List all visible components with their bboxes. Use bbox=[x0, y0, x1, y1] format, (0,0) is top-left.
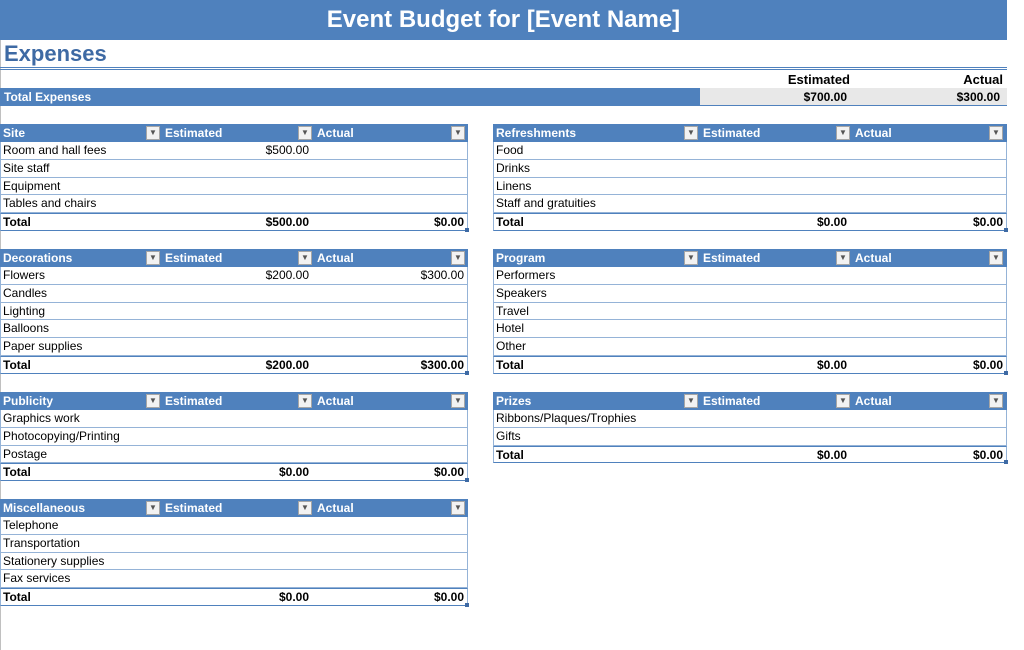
total-expenses-estimated[interactable]: $700.00 bbox=[803, 90, 847, 104]
total-label[interactable]: Total bbox=[3, 465, 31, 480]
table-row bbox=[0, 517, 468, 535]
prizes-header bbox=[493, 392, 1007, 410]
dropdown-arrow-icon[interactable]: ▼ bbox=[989, 394, 1003, 408]
dropdown-arrow-icon[interactable]: ▼ bbox=[451, 251, 465, 265]
decorations-table bbox=[0, 249, 468, 374]
total-actual[interactable]: $0.00 bbox=[433, 465, 464, 480]
refreshments-actual-header[interactable]: Actual bbox=[855, 126, 892, 140]
table-row bbox=[493, 178, 1007, 196]
prizes-estimated-header[interactable]: Estimated bbox=[703, 394, 761, 408]
dropdown-arrow-icon[interactable]: ▼ bbox=[836, 251, 850, 265]
dropdown-arrow-icon[interactable]: ▼ bbox=[836, 126, 850, 140]
total-expenses-actual[interactable]: $300.00 bbox=[956, 90, 1000, 104]
row-label[interactable]: Speakers bbox=[496, 285, 547, 300]
miscellaneous-total-row bbox=[0, 588, 468, 606]
table-row bbox=[0, 338, 468, 356]
table-row bbox=[493, 285, 1007, 303]
miscellaneous-estimated-header[interactable]: Estimated bbox=[165, 501, 223, 515]
prizes-name-header[interactable]: Prizes bbox=[496, 394, 532, 408]
table-row bbox=[493, 428, 1007, 446]
row-estimated[interactable]: $200.00 bbox=[265, 268, 309, 282]
heading-rule-top bbox=[0, 67, 1007, 68]
dropdown-arrow-icon[interactable]: ▼ bbox=[836, 394, 850, 408]
table-row bbox=[0, 267, 468, 285]
row-label[interactable]: Room and hall fees bbox=[3, 143, 107, 157]
total-estimated[interactable]: $0.00 bbox=[816, 447, 847, 462]
decorations-estimated-header[interactable]: Estimated bbox=[165, 251, 223, 265]
row-label[interactable]: Balloons bbox=[3, 321, 50, 336]
row-label[interactable]: Hotel bbox=[496, 321, 525, 336]
heading-rule-bottom bbox=[0, 69, 1007, 70]
refreshments-estimated-header[interactable]: Estimated bbox=[703, 126, 761, 140]
dropdown-arrow-icon[interactable]: ▼ bbox=[684, 126, 698, 140]
dropdown-arrow-icon[interactable]: ▼ bbox=[451, 394, 465, 408]
table-row bbox=[493, 410, 1007, 428]
row-label[interactable]: Drinks bbox=[496, 160, 531, 175]
row-label[interactable]: Travel bbox=[496, 303, 529, 318]
table-row bbox=[493, 267, 1007, 285]
row-label[interactable]: Stationery supplies bbox=[3, 553, 105, 568]
total-actual[interactable]: $0.00 bbox=[972, 357, 1003, 372]
table-row bbox=[0, 553, 468, 571]
total-label[interactable]: Total bbox=[3, 215, 31, 230]
table-row bbox=[493, 303, 1007, 321]
row-label[interactable]: Postage bbox=[3, 446, 48, 461]
row-label[interactable]: Telephone bbox=[3, 518, 59, 532]
table-resize-handle[interactable] bbox=[465, 228, 469, 232]
dropdown-arrow-icon[interactable]: ▼ bbox=[146, 126, 160, 140]
table-row bbox=[0, 410, 468, 428]
row-label[interactable]: Ribbons/Plaques/Trophies bbox=[496, 411, 637, 425]
total-estimated[interactable]: $500.00 bbox=[265, 215, 309, 230]
dropdown-arrow-icon[interactable]: ▼ bbox=[451, 126, 465, 140]
table-row bbox=[493, 160, 1007, 178]
refreshments-table bbox=[493, 124, 1007, 231]
dropdown-arrow-icon[interactable]: ▼ bbox=[146, 501, 160, 515]
refreshments-total-row bbox=[493, 213, 1007, 231]
page-title[interactable]: Event Budget for [Event Name] bbox=[0, 0, 1007, 40]
total-actual[interactable]: $0.00 bbox=[433, 590, 464, 605]
total-estimated[interactable]: $200.00 bbox=[265, 357, 309, 372]
table-row bbox=[493, 142, 1007, 160]
total-estimated[interactable]: $0.00 bbox=[278, 465, 309, 480]
publicity-estimated-header[interactable]: Estimated bbox=[165, 394, 223, 408]
miscellaneous-name-header[interactable]: Miscellaneous bbox=[3, 501, 86, 515]
table-resize-handle[interactable] bbox=[1004, 371, 1008, 375]
table-row bbox=[0, 178, 468, 196]
dropdown-arrow-icon[interactable]: ▼ bbox=[298, 126, 312, 140]
row-label[interactable]: Lighting bbox=[3, 303, 46, 318]
total-label[interactable]: Total bbox=[496, 357, 524, 372]
dropdown-arrow-icon[interactable]: ▼ bbox=[989, 126, 1003, 140]
row-actual[interactable]: $300.00 bbox=[420, 268, 464, 282]
dropdown-arrow-icon[interactable]: ▼ bbox=[989, 251, 1003, 265]
table-row bbox=[0, 446, 468, 464]
row-label[interactable]: Staff and gratuities bbox=[496, 196, 596, 211]
dropdown-arrow-icon[interactable]: ▼ bbox=[298, 251, 312, 265]
row-label[interactable]: Tables and chairs bbox=[3, 196, 97, 211]
dropdown-arrow-icon[interactable]: ▼ bbox=[684, 394, 698, 408]
prizes-actual-header[interactable]: Actual bbox=[855, 394, 892, 408]
miscellaneous-actual-header[interactable]: Actual bbox=[317, 501, 354, 515]
total-estimated[interactable]: $0.00 bbox=[816, 357, 847, 372]
dropdown-arrow-icon[interactable]: ▼ bbox=[146, 251, 160, 265]
total-actual[interactable]: $0.00 bbox=[972, 447, 1003, 462]
row-label[interactable]: Gifts bbox=[496, 428, 521, 443]
site-header bbox=[0, 124, 468, 142]
table-resize-handle[interactable] bbox=[465, 603, 469, 607]
table-resize-handle[interactable] bbox=[465, 478, 469, 482]
table-row bbox=[493, 195, 1007, 213]
site-estimated-header[interactable]: Estimated bbox=[165, 126, 223, 140]
row-estimated[interactable]: $500.00 bbox=[265, 143, 309, 157]
table-row bbox=[0, 428, 468, 446]
row-label[interactable]: Site staff bbox=[3, 160, 50, 175]
dropdown-arrow-icon[interactable]: ▼ bbox=[146, 394, 160, 408]
table-row bbox=[0, 535, 468, 553]
summary-actual-label[interactable]: Actual bbox=[963, 72, 1003, 87]
row-label[interactable]: Photocopying/Printing bbox=[3, 428, 120, 443]
total-actual[interactable]: $300.00 bbox=[420, 357, 464, 372]
row-label[interactable]: Food bbox=[496, 143, 524, 157]
table-row bbox=[0, 142, 468, 160]
publicity-name-header[interactable]: Publicity bbox=[3, 394, 54, 408]
dropdown-arrow-icon[interactable]: ▼ bbox=[684, 251, 698, 265]
table-row bbox=[0, 285, 468, 303]
publicity-actual-header[interactable]: Actual bbox=[317, 394, 354, 408]
expenses-heading[interactable]: Expenses bbox=[4, 41, 107, 66]
program-estimated-header[interactable]: Estimated bbox=[703, 251, 761, 265]
table-row bbox=[0, 195, 468, 213]
site-total-row bbox=[0, 213, 468, 231]
row-label[interactable]: Fax services bbox=[3, 571, 71, 586]
site-table bbox=[0, 124, 468, 231]
row-label[interactable]: Flowers bbox=[3, 268, 46, 282]
table-resize-handle[interactable] bbox=[465, 371, 469, 375]
publicity-total-row bbox=[0, 463, 468, 481]
table-resize-handle[interactable] bbox=[1004, 228, 1008, 232]
row-label[interactable]: Transportation bbox=[3, 535, 80, 550]
total-label[interactable]: Total bbox=[3, 590, 31, 605]
table-row bbox=[0, 570, 468, 588]
total-label[interactable]: Total bbox=[496, 215, 524, 230]
dropdown-arrow-icon[interactable]: ▼ bbox=[298, 394, 312, 408]
table-resize-handle[interactable] bbox=[1004, 460, 1008, 464]
table-row bbox=[0, 160, 468, 178]
refreshments-name-header[interactable]: Refreshments bbox=[496, 126, 577, 140]
row-label[interactable]: Other bbox=[496, 339, 527, 354]
refreshments-header bbox=[493, 124, 1007, 142]
total-estimated[interactable]: $0.00 bbox=[816, 215, 847, 230]
table-row bbox=[0, 320, 468, 338]
row-label[interactable]: Candles bbox=[3, 285, 48, 300]
program-table bbox=[493, 249, 1007, 374]
prizes-table bbox=[493, 392, 1007, 463]
table-row bbox=[493, 320, 1007, 338]
row-label[interactable]: Performers bbox=[496, 268, 556, 282]
total-expenses-label[interactable]: Total Expenses bbox=[0, 88, 700, 106]
table-row bbox=[0, 303, 468, 321]
row-label[interactable]: Paper supplies bbox=[3, 339, 83, 354]
decorations-header bbox=[0, 249, 468, 267]
decorations-total-row bbox=[0, 356, 468, 374]
total-expenses-values bbox=[700, 88, 1007, 106]
publicity-table bbox=[0, 392, 468, 481]
prizes-total-row bbox=[493, 446, 1007, 464]
table-row bbox=[493, 338, 1007, 356]
dropdown-arrow-icon[interactable]: ▼ bbox=[298, 501, 312, 515]
program-actual-header[interactable]: Actual bbox=[855, 251, 892, 265]
total-actual[interactable]: $0.00 bbox=[433, 215, 464, 230]
row-label[interactable]: Graphics work bbox=[3, 411, 80, 425]
total-label[interactable]: Total bbox=[3, 357, 31, 372]
total-label[interactable]: Total bbox=[496, 447, 524, 462]
total-estimated[interactable]: $0.00 bbox=[278, 590, 309, 605]
miscellaneous-header bbox=[0, 499, 468, 517]
program-header bbox=[493, 249, 1007, 267]
decorations-name-header[interactable]: Decorations bbox=[3, 251, 73, 265]
publicity-header bbox=[0, 392, 468, 410]
total-actual[interactable]: $0.00 bbox=[972, 215, 1003, 230]
row-label[interactable]: Equipment bbox=[3, 178, 61, 193]
site-name-header[interactable]: Site bbox=[3, 126, 26, 140]
site-actual-header[interactable]: Actual bbox=[317, 126, 354, 140]
summary-estimated-label[interactable]: Estimated bbox=[787, 72, 850, 87]
program-total-row bbox=[493, 356, 1007, 374]
program-name-header[interactable]: Program bbox=[496, 251, 546, 265]
dropdown-arrow-icon[interactable]: ▼ bbox=[451, 501, 465, 515]
decorations-actual-header[interactable]: Actual bbox=[317, 251, 354, 265]
miscellaneous-table bbox=[0, 499, 468, 606]
row-label[interactable]: Linens bbox=[496, 178, 532, 193]
